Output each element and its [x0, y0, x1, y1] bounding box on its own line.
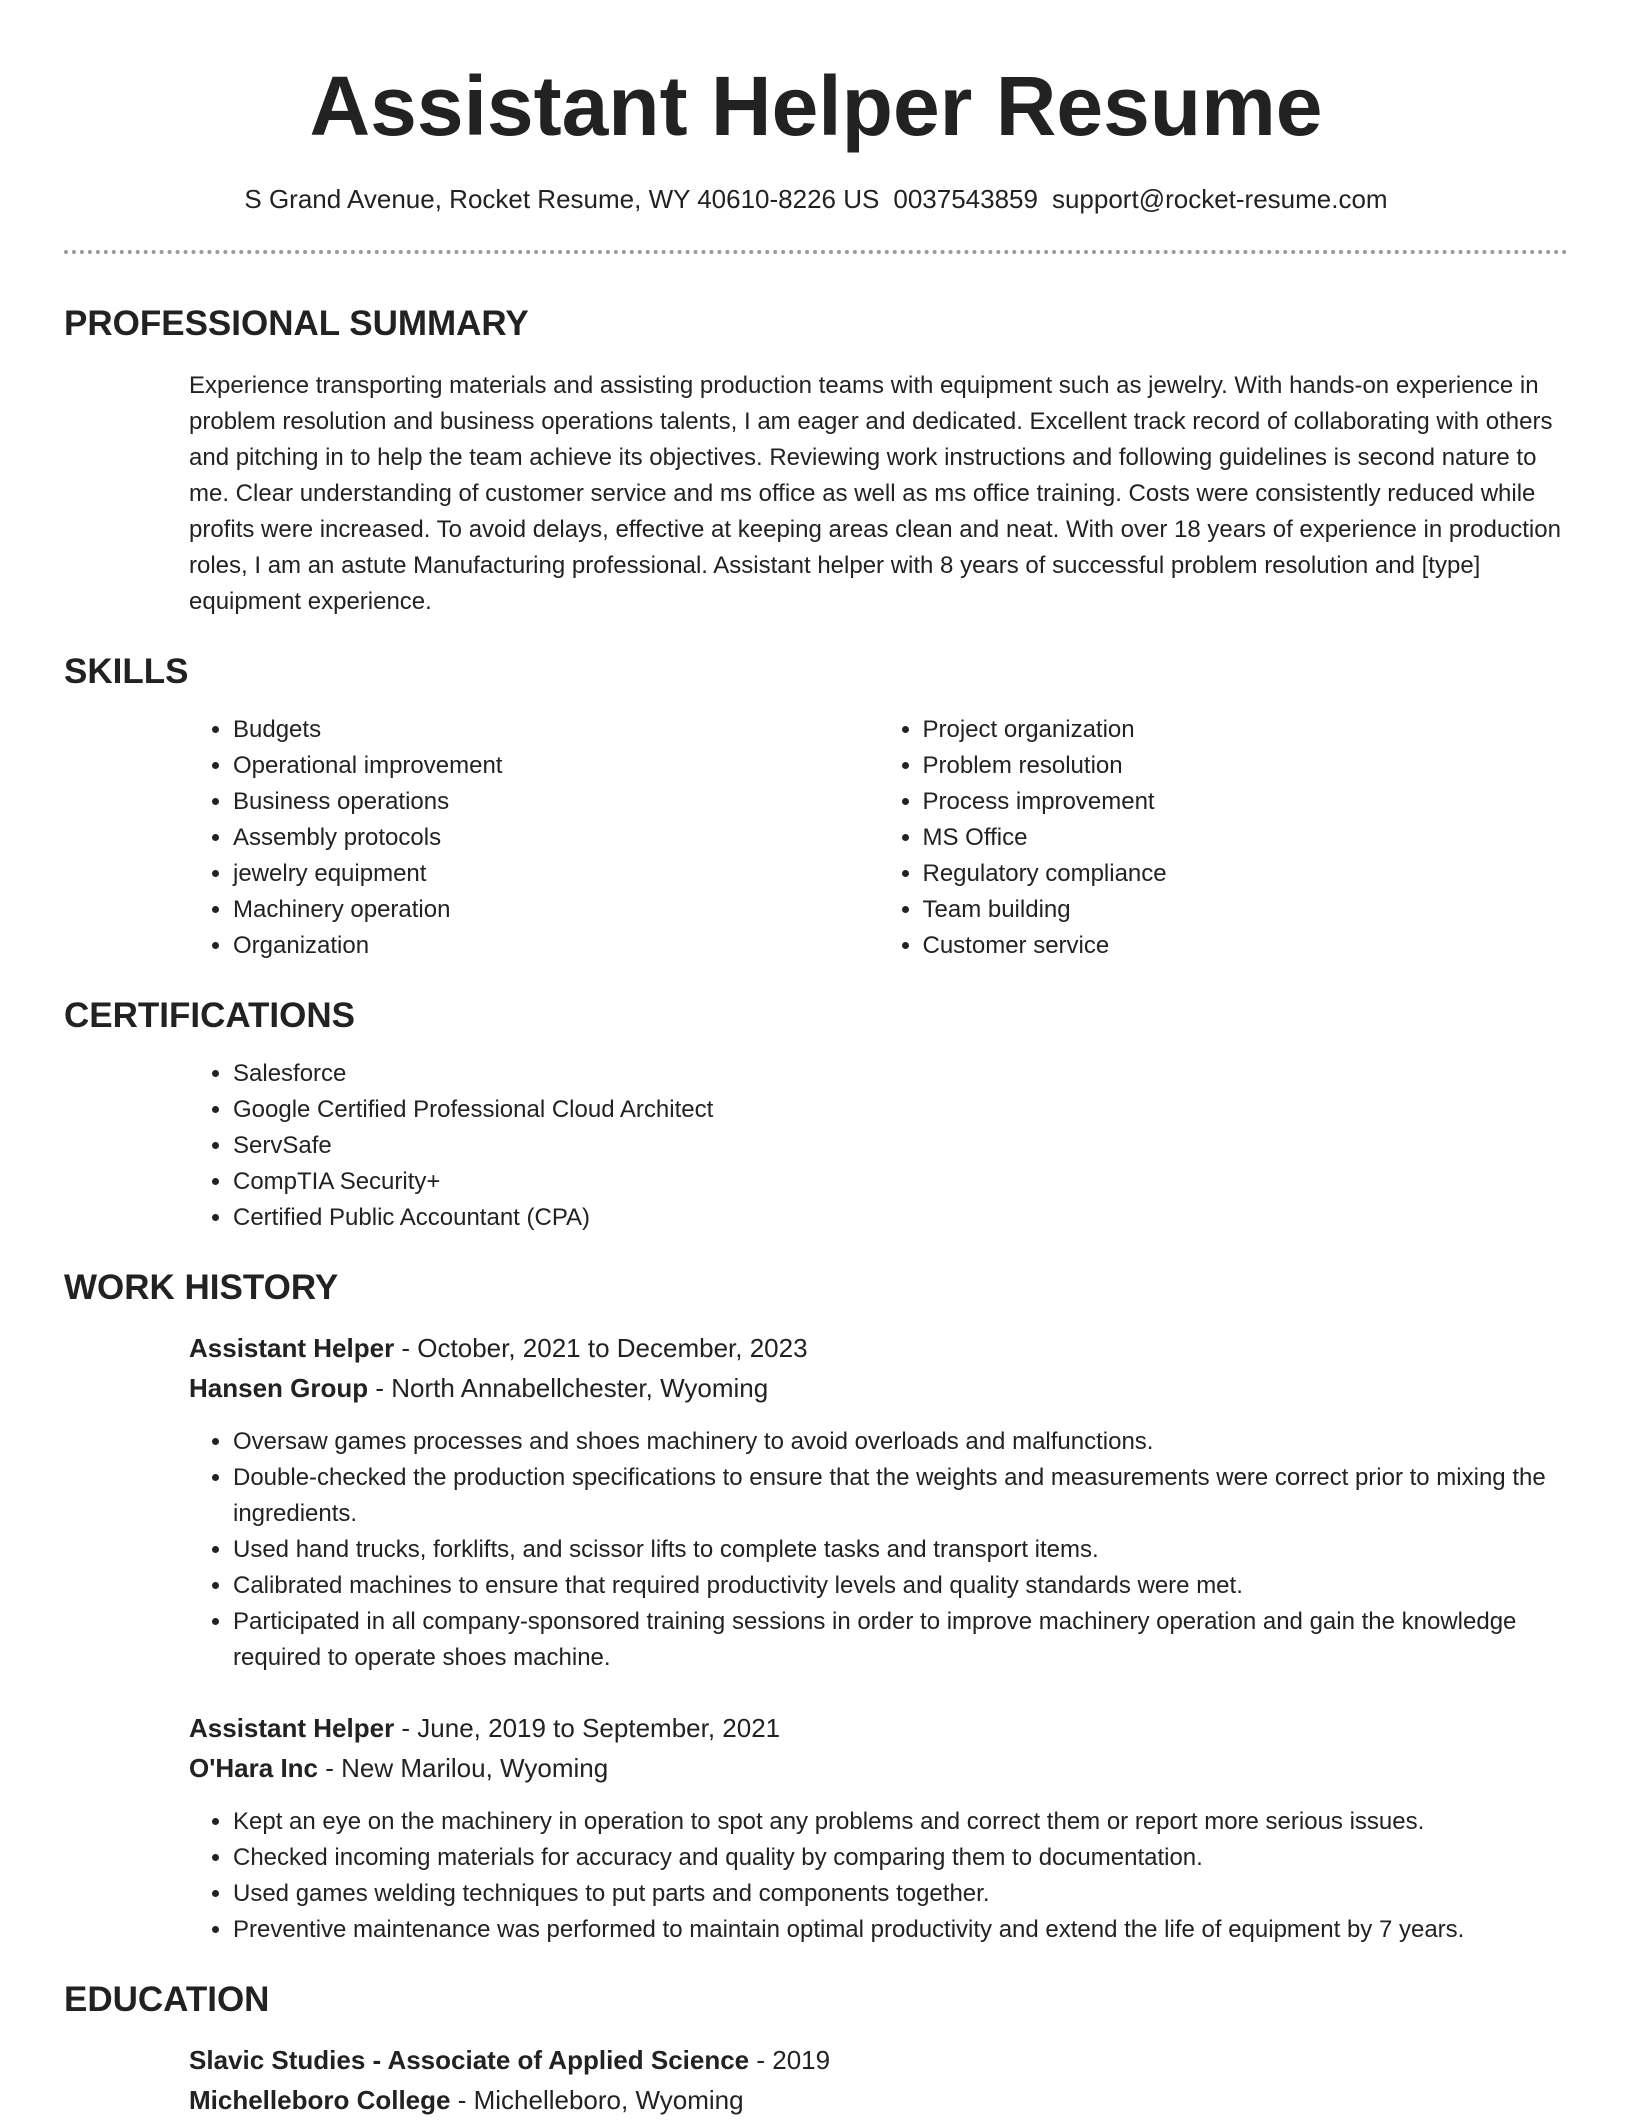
- skill-item: • Problem resolution: [923, 748, 1569, 784]
- job-bullets: [189, 1804, 1568, 1948]
- job-company: Hansen Group: [189, 1373, 369, 1403]
- job-bullet: • Oversaw games processes and shoes machinery to avoid overloads and malfunctions.: [233, 1424, 1568, 1460]
- education-heading: EDUCATION: [64, 1980, 270, 2019]
- job-entry: [189, 1328, 1568, 1676]
- certification-item: • ServSafe: [233, 1128, 1568, 1164]
- contact-email: support@rocket-resume.com: [1051, 184, 1388, 214]
- skills-list-left: [189, 712, 879, 964]
- education-school: Michelleboro College: [189, 2085, 451, 2115]
- certifications-section: [64, 994, 1568, 1236]
- education-entry: [189, 2040, 1568, 2120]
- education-location: - Michelleboro, Wyoming: [450, 2085, 744, 2115]
- resume-title: Assistant Helper Resume: [309, 59, 1323, 153]
- header-divider: [64, 250, 1568, 254]
- skill-item: • jewelry equipment: [233, 856, 879, 892]
- job-bullets: [189, 1424, 1568, 1676]
- job-dates: - October, 2021 to December, 2023: [394, 1333, 808, 1363]
- job-company: O'Hara Inc: [189, 1753, 319, 1783]
- certification-item: • Certified Public Accountant (CPA): [233, 1200, 1568, 1236]
- work-history-heading: WORK HISTORY: [64, 1268, 339, 1307]
- education-year: - 2019: [749, 2045, 831, 2075]
- summary-section: [64, 302, 1568, 620]
- certification-item: • Google Certified Professional Cloud Architect: [233, 1092, 1568, 1128]
- skill-item: • Customer service: [923, 928, 1569, 964]
- job-bullet: • Used games welding techniques to put parts and components together.: [233, 1876, 1568, 1912]
- summary-heading: PROFESSIONAL SUMMARY: [64, 304, 529, 343]
- job-bullet: • Double-checked the production specifications to ensure that the weights and measurements were correct prior to mixing the ingredients.: [233, 1460, 1568, 1532]
- skills-grid: [189, 712, 1568, 964]
- education-degree-line: [189, 2040, 1568, 2080]
- education-degree: Slavic Studies - Associate of Applied Science: [189, 2045, 750, 2075]
- job-bullet: • Used hand trucks, forklifts, and scissor lifts to complete tasks and transport items.: [233, 1532, 1568, 1568]
- certification-item: • Salesforce: [233, 1056, 1568, 1092]
- job-bullet: • Checked incoming materials for accuracy and quality by comparing them to documentation.: [233, 1840, 1568, 1876]
- skill-item: • Organization: [233, 928, 879, 964]
- job-title-line: [189, 1328, 1568, 1368]
- job-dates: - June, 2019 to September, 2021: [394, 1713, 781, 1743]
- job-title-line: [189, 1708, 1568, 1748]
- skill-item: • Business operations: [233, 784, 879, 820]
- contact-address: S Grand Avenue, Rocket Resume, WY 40610-8226 US: [244, 184, 880, 214]
- skills-section: [64, 650, 1568, 964]
- job-company-line: [189, 1748, 1568, 1788]
- skills-heading: SKILLS: [64, 652, 189, 691]
- skill-item: • Operational improvement: [233, 748, 879, 784]
- work-history-section: [64, 1266, 1568, 1948]
- skill-item: • Project organization: [923, 712, 1569, 748]
- job-location: - New Marilou, Wyoming: [318, 1753, 609, 1783]
- job-company-line: [189, 1368, 1568, 1408]
- job-location: - North Annabellchester, Wyoming: [368, 1373, 769, 1403]
- skill-item: • MS Office: [923, 820, 1569, 856]
- job-bullet: • Kept an eye on the machinery in operation to spot any problems and correct them or report more serious issues.: [233, 1804, 1568, 1840]
- resume-page: [64, 0, 1568, 2120]
- job-entry: [189, 1708, 1568, 1948]
- job-role: Assistant Helper: [189, 1713, 395, 1743]
- contact-phone: 0037543859: [893, 184, 1038, 214]
- skill-item: • Team building: [923, 892, 1569, 928]
- education-school-line: [189, 2080, 1568, 2120]
- skill-item: • Assembly protocols: [233, 820, 879, 856]
- skill-item: • Machinery operation: [233, 892, 879, 928]
- job-bullet: • Calibrated machines to ensure that required productivity levels and quality standards were met.: [233, 1568, 1568, 1604]
- skills-list-right: [879, 712, 1569, 964]
- job-bullet: • Participated in all company-sponsored training sessions in order to improve machinery operation and gain the knowledge required to operate shoes machine.: [233, 1604, 1568, 1676]
- skill-item: • Budgets: [233, 712, 879, 748]
- job-bullet: • Preventive maintenance was performed to maintain optimal productivity and extend the life of equipment by 7 years.: [233, 1912, 1568, 1948]
- skill-item: • Process improvement: [923, 784, 1569, 820]
- certification-item: • CompTIA Security+: [233, 1164, 1568, 1200]
- certifications-block: [189, 1056, 1568, 1236]
- summary-text: Experience transporting materials and assisting production teams with equipment such as jewelry. With hands-on experience in problem resolution and business operations talents, I am eager and dedicated. Excellent track record of collaborating with others and pitching in to help the team achieve its objectives. Reviewing work instructions and following guidelines is second nature to me. Clear understanding of customer service and ms office as well as ms office training. Costs were consistently reduced while profits were increased. To avoid delays, effective at keeping areas clean and neat. With over 18 years of experience in production roles, I am an astute Manufacturing professional. Assistant helper with 8 years of successful problem resolution and [type] equipment experience.: [189, 372, 1561, 615]
- certifications-list: [189, 1056, 1568, 1236]
- education-section: [64, 1978, 1568, 2120]
- contact-line: [64, 182, 1568, 216]
- job-role: Assistant Helper: [189, 1333, 395, 1363]
- skill-item: • Regulatory compliance: [923, 856, 1569, 892]
- certifications-heading: CERTIFICATIONS: [64, 996, 356, 1035]
